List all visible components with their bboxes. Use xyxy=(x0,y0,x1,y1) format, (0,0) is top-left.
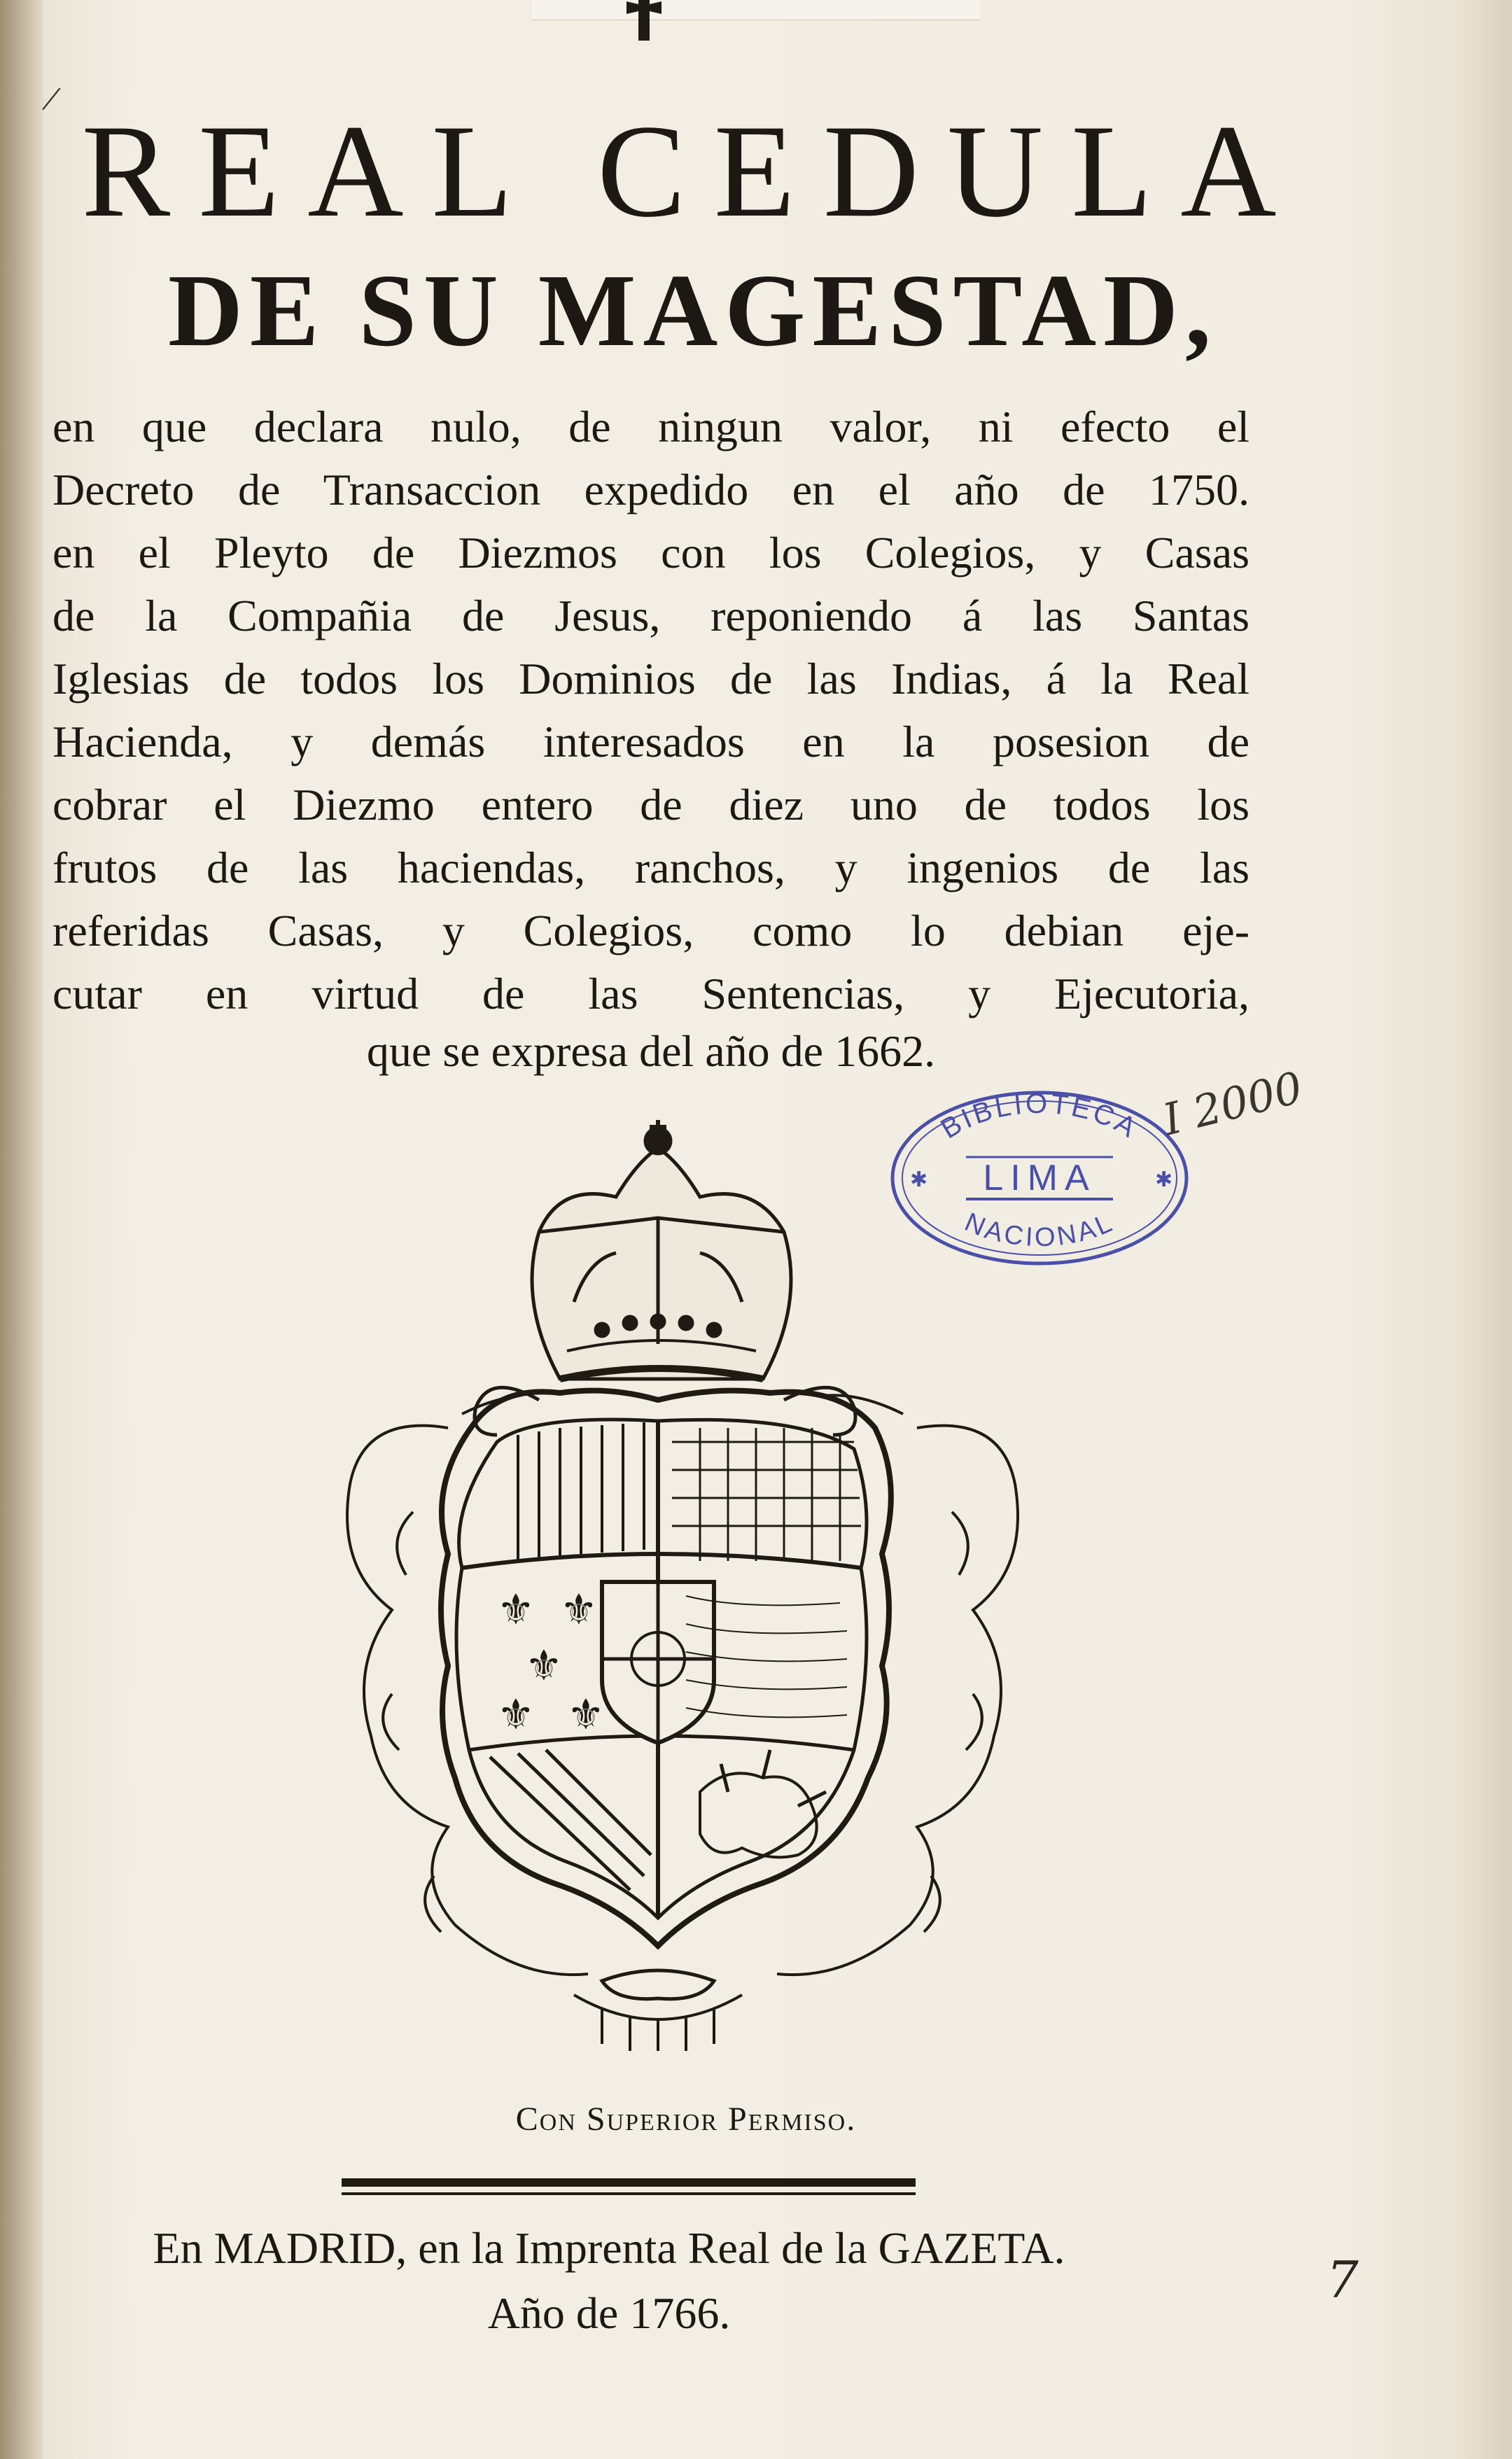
body-line: referidas Casas, y Colegios, como lo debian eje- xyxy=(52,906,1250,955)
body-last-line: que se expresa del año de 1662. xyxy=(366,1026,936,1076)
svg-text:⚜: ⚜ xyxy=(567,1690,605,1739)
publication-place: En MADRID, en la Imprenta Real de la GAZETA. xyxy=(153,2223,1065,2273)
crown-icon xyxy=(532,1120,791,1379)
royal-coat-of-arms xyxy=(308,1120,1057,2051)
publication-year: Año de 1766. xyxy=(487,2288,731,2338)
body-line: cobrar el Diezmo entero de diez uno de todos los xyxy=(52,780,1250,829)
imprint-permission: Con Superior Permiso. xyxy=(515,2101,857,2138)
svg-text:⚜: ⚜ xyxy=(525,1641,563,1690)
body-line: frutos de las haciendas, ranchos, y ingenios de las xyxy=(52,843,1250,892)
body-line: en que declara nulo, de ningun valor, ni efecto el xyxy=(52,402,1250,451)
svg-text:✱: ✱ xyxy=(910,1168,928,1192)
title-line-1: REAL CEDULA xyxy=(81,98,1305,245)
body-line: cutar en virtud de las Sentencias, y Ejecutoria, xyxy=(52,969,1250,1018)
body-line: Hacienda, y demás interesados en la posesion de xyxy=(52,717,1250,766)
title-line-2: DE SU MAGESTAD, xyxy=(168,253,1218,368)
handwritten-page-number: 7 xyxy=(1326,2250,1359,2309)
corner-pencil-mark: ⁄ xyxy=(49,84,54,116)
divider-rule xyxy=(342,2178,916,2187)
svg-text:✱: ✱ xyxy=(1155,1168,1173,1192)
stamp-center-text: LIMA xyxy=(983,1158,1096,1198)
svg-text:⚜: ⚜ xyxy=(497,1690,535,1739)
body-line: Iglesias de todos los Dominios de las Indias, á la Real xyxy=(52,654,1250,703)
body-line: Decreto de Transaccion expedido en el año de 1750. xyxy=(52,465,1250,514)
body-line: de la Compañia de Jesus, reponiendo á las Santas xyxy=(52,591,1250,640)
stamp-bottom-text: NACIONAL xyxy=(960,1207,1119,1253)
stamp-top-text: BIBLIOTECA xyxy=(935,1088,1144,1145)
svg-text:⚜: ⚜ xyxy=(497,1585,535,1634)
handwritten-shelfmark: I 2000 xyxy=(1158,1061,1308,1146)
body-line: en el Pleyto de Diezmos con los Colegios, y Casas xyxy=(52,528,1250,577)
divider-rule-thin xyxy=(342,2192,916,2195)
svg-text:⚜: ⚜ xyxy=(560,1585,598,1634)
